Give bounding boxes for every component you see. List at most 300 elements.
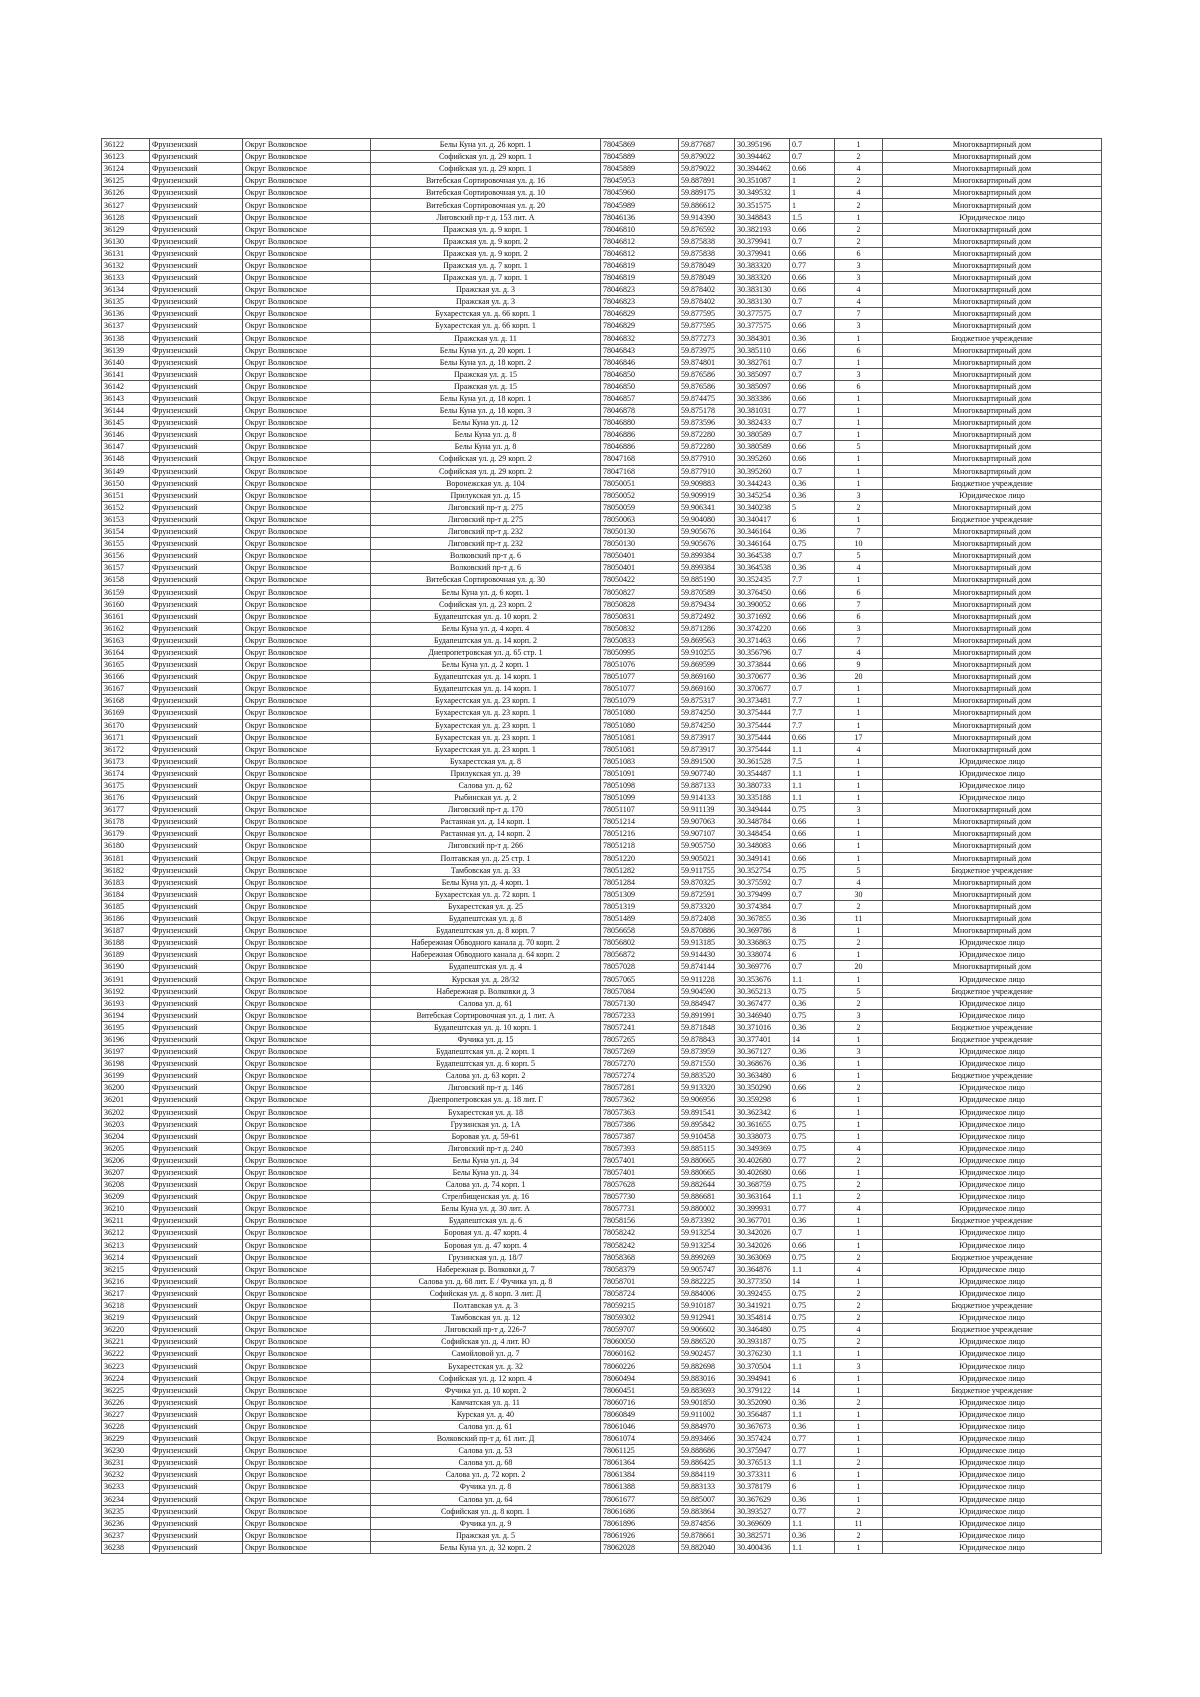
table-row xyxy=(102,1021,1102,1033)
row-id-cell: 36178 xyxy=(102,816,150,828)
row-id-cell: 36189 xyxy=(102,949,150,961)
district-cell: Фрунзенский xyxy=(150,1179,243,1191)
type-cell: Юридическое лицо xyxy=(883,1517,1102,1529)
code-cell: 78046850 xyxy=(601,380,679,392)
count-cell: 4 xyxy=(835,1203,883,1215)
type-cell: Многоквартирный дом xyxy=(883,828,1102,840)
address-cell: Белы Куна ул. д. 2 корп. 1 xyxy=(371,659,601,671)
latitude-cell: 59.876586 xyxy=(679,368,735,380)
address-cell: Бухарестская ул. д. 8 xyxy=(371,755,601,767)
okrug-cell: Округ Волковское xyxy=(243,417,371,429)
table-row xyxy=(102,1009,1102,1021)
district-cell: Фрунзенский xyxy=(150,501,243,513)
count-cell: 2 xyxy=(835,937,883,949)
row-id-cell: 36151 xyxy=(102,489,150,501)
code-cell: 78061364 xyxy=(601,1457,679,1469)
row-id-cell: 36123 xyxy=(102,151,150,163)
latitude-cell: 59.886681 xyxy=(679,1191,735,1203)
table-row xyxy=(102,235,1102,247)
address-cell: Тамбовская ул. д. 33 xyxy=(371,864,601,876)
code-cell: 78050833 xyxy=(601,634,679,646)
okrug-cell: Округ Волковское xyxy=(243,513,371,525)
table-row xyxy=(102,1166,1102,1178)
longitude-cell: 30.373311 xyxy=(735,1469,790,1481)
address-cell: Волковский пр-т д. 6 xyxy=(371,562,601,574)
latitude-cell: 59.878661 xyxy=(679,1529,735,1541)
row-id-cell: 36180 xyxy=(102,840,150,852)
count-cell: 1 xyxy=(835,1348,883,1360)
code-cell: 78057065 xyxy=(601,973,679,985)
row-id-cell: 36144 xyxy=(102,405,150,417)
okrug-cell: Округ Волковское xyxy=(243,368,371,380)
row-id-cell: 36175 xyxy=(102,779,150,791)
table-row xyxy=(102,344,1102,356)
count-cell: 5 xyxy=(835,864,883,876)
okrug-cell: Округ Волковское xyxy=(243,1505,371,1517)
table-row xyxy=(102,1372,1102,1384)
okrug-cell: Округ Волковское xyxy=(243,792,371,804)
count-cell: 3 xyxy=(835,1009,883,1021)
latitude-cell: 59.875838 xyxy=(679,247,735,259)
volume-cell: 0.66 xyxy=(790,163,835,175)
count-cell: 2 xyxy=(835,1336,883,1348)
row-id-cell: 36122 xyxy=(102,139,150,151)
okrug-cell: Округ Волковское xyxy=(243,1046,371,1058)
code-cell: 78057265 xyxy=(601,1033,679,1045)
type-cell: Юридическое лицо xyxy=(883,1469,1102,1481)
type-cell: Юридическое лицо xyxy=(883,1191,1102,1203)
volume-cell: 0.75 xyxy=(790,1324,835,1336)
row-id-cell: 36209 xyxy=(102,1191,150,1203)
latitude-cell: 59.880002 xyxy=(679,1203,735,1215)
code-cell: 78057028 xyxy=(601,961,679,973)
volume-cell: 0.36 xyxy=(790,332,835,344)
count-cell: 2 xyxy=(835,1287,883,1299)
latitude-cell: 59.878402 xyxy=(679,284,735,296)
address-cell: Пражская ул. д. 3 xyxy=(371,296,601,308)
code-cell: 78057628 xyxy=(601,1179,679,1191)
latitude-cell: 59.914430 xyxy=(679,949,735,961)
count-cell: 4 xyxy=(835,187,883,199)
count-cell: 1 xyxy=(835,392,883,404)
latitude-cell: 59.874475 xyxy=(679,392,735,404)
volume-cell: 6 xyxy=(790,1372,835,1384)
longitude-cell: 30.348784 xyxy=(735,816,790,828)
address-cell: Софийская ул. д. 23 корп. 2 xyxy=(371,598,601,610)
longitude-cell: 30.350290 xyxy=(735,1082,790,1094)
latitude-cell: 59.889175 xyxy=(679,187,735,199)
address-cell: Витебская Сортировочная ул. д. 20 xyxy=(371,199,601,211)
latitude-cell: 59.906341 xyxy=(679,501,735,513)
address-cell: Витебская Сортировочная ул. д. 30 xyxy=(371,574,601,586)
latitude-cell: 59.910255 xyxy=(679,646,735,658)
okrug-cell: Округ Волковское xyxy=(243,1130,371,1142)
okrug-cell: Округ Волковское xyxy=(243,610,371,622)
row-id-cell: 36195 xyxy=(102,1021,150,1033)
code-cell: 78051218 xyxy=(601,840,679,852)
table-row xyxy=(102,526,1102,538)
district-cell: Фрунзенский xyxy=(150,151,243,163)
okrug-cell: Округ Волковское xyxy=(243,441,371,453)
latitude-cell: 59.872280 xyxy=(679,429,735,441)
address-cell: Прилукская ул. д. 39 xyxy=(371,767,601,779)
table-row xyxy=(102,598,1102,610)
type-cell: Многоквартирный дом xyxy=(883,392,1102,404)
okrug-cell: Округ Волковское xyxy=(243,1360,371,1372)
type-cell: Юридическое лицо xyxy=(883,1481,1102,1493)
district-cell: Фрунзенский xyxy=(150,731,243,743)
latitude-cell: 59.882225 xyxy=(679,1275,735,1287)
row-id-cell: 36184 xyxy=(102,888,150,900)
type-cell: Многоквартирный дом xyxy=(883,296,1102,308)
address-cell: Лиговский пр-т д. 232 xyxy=(371,526,601,538)
longitude-cell: 30.371463 xyxy=(735,634,790,646)
volume-cell: 0.36 xyxy=(790,913,835,925)
address-cell: Софийская ул. д. 8 корп. 3 лит. Д xyxy=(371,1287,601,1299)
row-id-cell: 36187 xyxy=(102,925,150,937)
district-cell: Фрунзенский xyxy=(150,961,243,973)
row-id-cell: 36203 xyxy=(102,1118,150,1130)
district-cell: Фрунзенский xyxy=(150,828,243,840)
district-cell: Фрунзенский xyxy=(150,368,243,380)
address-cell: Софийская ул. д. 4 лит. Ю xyxy=(371,1336,601,1348)
address-cell: Лиговский пр-т д. 275 xyxy=(371,513,601,525)
table-body xyxy=(102,139,1102,1554)
okrug-cell: Округ Волковское xyxy=(243,1457,371,1469)
okrug-cell: Округ Волковское xyxy=(243,453,371,465)
count-cell: 2 xyxy=(835,151,883,163)
row-id-cell: 36198 xyxy=(102,1058,150,1070)
district-cell: Фрунзенский xyxy=(150,1275,243,1287)
type-cell: Многоквартирный дом xyxy=(883,429,1102,441)
okrug-cell: Округ Волковское xyxy=(243,731,371,743)
latitude-cell: 59.882040 xyxy=(679,1541,735,1553)
latitude-cell: 59.869160 xyxy=(679,671,735,683)
row-id-cell: 36205 xyxy=(102,1142,150,1154)
district-cell: Фрунзенский xyxy=(150,1336,243,1348)
row-id-cell: 36213 xyxy=(102,1239,150,1251)
count-cell: 1 xyxy=(835,1469,883,1481)
okrug-cell: Округ Волковское xyxy=(243,719,371,731)
row-id-cell: 36129 xyxy=(102,223,150,235)
latitude-cell: 59.869160 xyxy=(679,683,735,695)
row-id-cell: 36176 xyxy=(102,792,150,804)
table-row xyxy=(102,538,1102,550)
latitude-cell: 59.874144 xyxy=(679,961,735,973)
okrug-cell: Округ Волковское xyxy=(243,477,371,489)
type-cell: Многоквартирный дом xyxy=(883,259,1102,271)
type-cell: Юридическое лицо xyxy=(883,1408,1102,1420)
volume-cell: 0.7 xyxy=(790,417,835,429)
type-cell: Многоквартирный дом xyxy=(883,284,1102,296)
latitude-cell: 59.884970 xyxy=(679,1420,735,1432)
code-cell: 78057731 xyxy=(601,1203,679,1215)
table-row xyxy=(102,1227,1102,1239)
count-cell: 1 xyxy=(835,1094,883,1106)
address-cell: Витебская Сортировочная ул. д. 16 xyxy=(371,175,601,187)
count-cell: 3 xyxy=(835,272,883,284)
table-row xyxy=(102,1118,1102,1130)
type-cell: Юридическое лицо xyxy=(883,1166,1102,1178)
count-cell: 2 xyxy=(835,1529,883,1541)
latitude-cell: 59.883864 xyxy=(679,1505,735,1517)
district-cell: Фрунзенский xyxy=(150,864,243,876)
longitude-cell: 30.375444 xyxy=(735,719,790,731)
district-cell: Фрунзенский xyxy=(150,1493,243,1505)
latitude-cell: 59.907063 xyxy=(679,816,735,828)
type-cell: Юридическое лицо xyxy=(883,792,1102,804)
table-row xyxy=(102,1215,1102,1227)
latitude-cell: 59.885007 xyxy=(679,1493,735,1505)
row-id-cell: 36197 xyxy=(102,1046,150,1058)
volume-cell: 1 xyxy=(790,187,835,199)
volume-cell: 1.1 xyxy=(790,1408,835,1420)
longitude-cell: 30.340238 xyxy=(735,501,790,513)
type-cell: Многоквартирный дом xyxy=(883,683,1102,695)
okrug-cell: Округ Волковское xyxy=(243,1082,371,1094)
volume-cell: 0.75 xyxy=(790,804,835,816)
code-cell: 78046846 xyxy=(601,356,679,368)
latitude-cell: 59.873392 xyxy=(679,1215,735,1227)
latitude-cell: 59.910458 xyxy=(679,1130,735,1142)
table-row xyxy=(102,985,1102,997)
address-cell: Курская ул. д. 28/32 xyxy=(371,973,601,985)
latitude-cell: 59.878843 xyxy=(679,1033,735,1045)
row-id-cell: 36134 xyxy=(102,284,150,296)
address-cell: Фучика ул. д. 15 xyxy=(371,1033,601,1045)
okrug-cell: Округ Волковское xyxy=(243,1106,371,1118)
okrug-cell: Округ Волковское xyxy=(243,405,371,417)
volume-cell: 1.1 xyxy=(790,743,835,755)
code-cell: 78046810 xyxy=(601,223,679,235)
longitude-cell: 30.375947 xyxy=(735,1445,790,1457)
longitude-cell: 30.373481 xyxy=(735,695,790,707)
count-cell: 1 xyxy=(835,1541,883,1553)
okrug-cell: Округ Волковское xyxy=(243,356,371,368)
district-cell: Фрунзенский xyxy=(150,610,243,622)
okrug-cell: Округ Волковское xyxy=(243,1058,371,1070)
longitude-cell: 30.346164 xyxy=(735,538,790,550)
longitude-cell: 30.393187 xyxy=(735,1336,790,1348)
district-cell: Фрунзенский xyxy=(150,380,243,392)
type-cell: Юридическое лицо xyxy=(883,973,1102,985)
row-id-cell: 36227 xyxy=(102,1408,150,1420)
count-cell: 1 xyxy=(835,211,883,223)
table-row xyxy=(102,997,1102,1009)
latitude-cell: 59.880665 xyxy=(679,1166,735,1178)
latitude-cell: 59.885190 xyxy=(679,574,735,586)
longitude-cell: 30.354487 xyxy=(735,767,790,779)
code-cell: 78050828 xyxy=(601,598,679,610)
count-cell: 3 xyxy=(835,804,883,816)
okrug-cell: Округ Волковское xyxy=(243,1481,371,1493)
district-cell: Фрунзенский xyxy=(150,199,243,211)
code-cell: 78047168 xyxy=(601,453,679,465)
count-cell: 1 xyxy=(835,477,883,489)
table-row xyxy=(102,453,1102,465)
district-cell: Фрунзенский xyxy=(150,513,243,525)
row-id-cell: 36172 xyxy=(102,743,150,755)
address-cell: Будапештская ул. д. 10 корп. 1 xyxy=(371,1021,601,1033)
count-cell: 6 xyxy=(835,247,883,259)
table-row xyxy=(102,961,1102,973)
count-cell: 1 xyxy=(835,1372,883,1384)
code-cell: 78050052 xyxy=(601,489,679,501)
address-cell: Грузинская ул. д. 18/7 xyxy=(371,1251,601,1263)
district-cell: Фрунзенский xyxy=(150,405,243,417)
row-id-cell: 36153 xyxy=(102,513,150,525)
district-cell: Фрунзенский xyxy=(150,574,243,586)
district-cell: Фрунзенский xyxy=(150,646,243,658)
latitude-cell: 59.884006 xyxy=(679,1287,735,1299)
table-row xyxy=(102,1106,1102,1118)
code-cell: 78058242 xyxy=(601,1239,679,1251)
type-cell: Многоквартирный дом xyxy=(883,574,1102,586)
volume-cell: 0.66 xyxy=(790,392,835,404)
table-row xyxy=(102,646,1102,658)
latitude-cell: 59.875838 xyxy=(679,235,735,247)
district-cell: Фрунзенский xyxy=(150,272,243,284)
count-cell: 1 xyxy=(835,1481,883,1493)
type-cell: Бюджетное учреждение xyxy=(883,985,1102,997)
code-cell: 78057401 xyxy=(601,1166,679,1178)
type-cell: Многоквартирный дом xyxy=(883,235,1102,247)
volume-cell: 1.1 xyxy=(790,1457,835,1469)
okrug-cell: Округ Волковское xyxy=(243,259,371,271)
count-cell: 6 xyxy=(835,344,883,356)
address-cell: Будапештская ул. д. 4 xyxy=(371,961,601,973)
type-cell: Юридическое лицо xyxy=(883,1082,1102,1094)
district-cell: Фрунзенский xyxy=(150,477,243,489)
latitude-cell: 59.902457 xyxy=(679,1348,735,1360)
row-id-cell: 36210 xyxy=(102,1203,150,1215)
volume-cell: 0.7 xyxy=(790,308,835,320)
volume-cell: 0.77 xyxy=(790,1445,835,1457)
row-id-cell: 36194 xyxy=(102,1009,150,1021)
okrug-cell: Округ Волковское xyxy=(243,235,371,247)
table-row xyxy=(102,489,1102,501)
okrug-cell: Округ Волковское xyxy=(243,1021,371,1033)
district-cell: Фрунзенский xyxy=(150,1033,243,1045)
address-cell: Воронежская ул. д. 104 xyxy=(371,477,601,489)
latitude-cell: 59.914390 xyxy=(679,211,735,223)
volume-cell: 0.75 xyxy=(790,1179,835,1191)
table-row xyxy=(102,1300,1102,1312)
code-cell: 78057386 xyxy=(601,1118,679,1130)
table-row xyxy=(102,1046,1102,1058)
district-cell: Фрунзенский xyxy=(150,925,243,937)
row-id-cell: 36133 xyxy=(102,272,150,284)
table-row xyxy=(102,332,1102,344)
longitude-cell: 30.356796 xyxy=(735,646,790,658)
code-cell: 78046829 xyxy=(601,308,679,320)
longitude-cell: 30.363164 xyxy=(735,1191,790,1203)
table-row xyxy=(102,1142,1102,1154)
code-cell: 78051079 xyxy=(601,695,679,707)
okrug-cell: Округ Волковское xyxy=(243,272,371,284)
type-cell: Юридическое лицо xyxy=(883,1433,1102,1445)
type-cell: Многоквартирный дом xyxy=(883,441,1102,453)
okrug-cell: Округ Волковское xyxy=(243,634,371,646)
table-row xyxy=(102,840,1102,852)
latitude-cell: 59.873917 xyxy=(679,743,735,755)
district-cell: Фрунзенский xyxy=(150,429,243,441)
volume-cell: 8 xyxy=(790,925,835,937)
code-cell: 78050995 xyxy=(601,646,679,658)
address-cell: Белы Куна ул. д. 30 лит. А xyxy=(371,1203,601,1215)
type-cell: Юридическое лицо xyxy=(883,1130,1102,1142)
row-id-cell: 36222 xyxy=(102,1348,150,1360)
count-cell: 4 xyxy=(835,1142,883,1154)
count-cell: 3 xyxy=(835,489,883,501)
count-cell: 20 xyxy=(835,961,883,973)
table-row xyxy=(102,187,1102,199)
code-cell: 78060494 xyxy=(601,1372,679,1384)
volume-cell: 0.75 xyxy=(790,1009,835,1021)
address-cell: Белы Куна ул. д. 12 xyxy=(371,417,601,429)
count-cell: 1 xyxy=(835,707,883,719)
type-cell: Юридическое лицо xyxy=(883,1312,1102,1324)
volume-cell: 0.66 xyxy=(790,840,835,852)
volume-cell: 0.7 xyxy=(790,888,835,900)
okrug-cell: Округ Волковское xyxy=(243,973,371,985)
code-cell: 78051083 xyxy=(601,755,679,767)
okrug-cell: Округ Волковское xyxy=(243,707,371,719)
code-cell: 78051080 xyxy=(601,707,679,719)
volume-cell: 0.66 xyxy=(790,731,835,743)
okrug-cell: Округ Волковское xyxy=(243,139,371,151)
code-cell: 78057730 xyxy=(601,1191,679,1203)
address-cell: Витебская Сортировочная ул. д. 1 лит. А xyxy=(371,1009,601,1021)
code-cell: 78059215 xyxy=(601,1300,679,1312)
row-id-cell: 36131 xyxy=(102,247,150,259)
count-cell: 1 xyxy=(835,1215,883,1227)
type-cell: Многоквартирный дом xyxy=(883,320,1102,332)
district-cell: Фрунзенский xyxy=(150,634,243,646)
row-id-cell: 36168 xyxy=(102,695,150,707)
table-row xyxy=(102,864,1102,876)
type-cell: Многоквартирный дом xyxy=(883,646,1102,658)
longitude-cell: 30.393527 xyxy=(735,1505,790,1517)
latitude-cell: 59.913254 xyxy=(679,1227,735,1239)
count-cell: 6 xyxy=(835,586,883,598)
type-cell: Юридическое лицо xyxy=(883,937,1102,949)
longitude-cell: 30.364876 xyxy=(735,1263,790,1275)
district-cell: Фрунзенский xyxy=(150,1130,243,1142)
count-cell: 4 xyxy=(835,743,883,755)
type-cell: Юридическое лицо xyxy=(883,1094,1102,1106)
okrug-cell: Округ Волковское xyxy=(243,622,371,634)
table-row xyxy=(102,259,1102,271)
longitude-cell: 30.379941 xyxy=(735,247,790,259)
code-cell: 78058368 xyxy=(601,1251,679,1263)
count-cell: 7 xyxy=(835,634,883,646)
volume-cell: 6 xyxy=(790,1106,835,1118)
code-cell: 78051080 xyxy=(601,719,679,731)
table-row xyxy=(102,695,1102,707)
volume-cell: 0.66 xyxy=(790,586,835,598)
volume-cell: 0.36 xyxy=(790,1493,835,1505)
longitude-cell: 30.342026 xyxy=(735,1239,790,1251)
address-cell: Салова ул. д. 61 xyxy=(371,1420,601,1432)
table-row xyxy=(102,1082,1102,1094)
table-row xyxy=(102,1094,1102,1106)
okrug-cell: Округ Волковское xyxy=(243,1384,371,1396)
volume-cell: 0.66 xyxy=(790,634,835,646)
table-row xyxy=(102,973,1102,985)
row-id-cell: 36193 xyxy=(102,997,150,1009)
code-cell: 78051098 xyxy=(601,779,679,791)
